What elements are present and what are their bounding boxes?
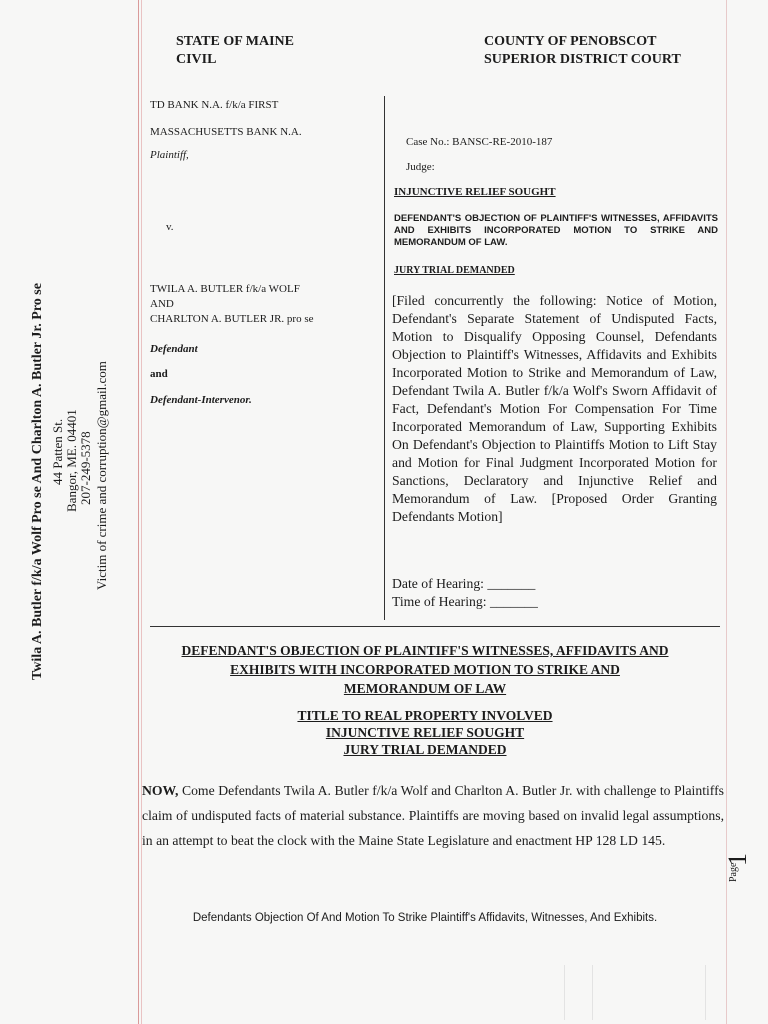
- header-civil: CIVIL: [176, 52, 217, 67]
- page-number: 1: [723, 853, 752, 866]
- defendant-label: Defendant: [150, 343, 198, 355]
- header-state: STATE OF MAINE: [176, 34, 294, 49]
- body-paragraph: [142, 778, 724, 853]
- sidebar-address: 44 Patten St.: [50, 418, 65, 485]
- defendant-line-1: TWILA A. BUTLER f/k/a WOLF: [150, 283, 300, 295]
- plaintiff-label: Plaintiff,: [150, 149, 189, 161]
- main-title: [150, 641, 700, 698]
- plaintiff-line-2: MASSACHUSETTS BANK N.A.: [150, 126, 302, 138]
- jury-demand-caption: JURY TRIAL DEMANDED: [394, 265, 515, 276]
- injunctive-relief-heading: INJUNCTIVE RELIEF SOUGHT: [394, 186, 556, 198]
- body-now: NOW,: [142, 783, 179, 798]
- caption-divider: [384, 96, 385, 620]
- scan-artifact-2: [592, 965, 593, 1020]
- sidebar-phone: 207-249-5378: [78, 431, 93, 505]
- defendant-line-2: AND: [150, 298, 174, 310]
- margin-line-right: [726, 0, 727, 1024]
- and-label: and: [150, 368, 168, 380]
- subtitle-jury: JURY TRIAL DEMANDED: [343, 742, 507, 757]
- scan-artifact-3: [705, 965, 706, 1020]
- margin-line-left: [138, 0, 139, 1024]
- body-text: Come Defendants Twila A. Butler f/k/a Wolf and Charlton A. Butler Jr. with challenge to Plaintiffs claim of undisputed facts of material substance. Plaintiffs are moving based on invalid legal assumptions, in an attempt to beat the clock with the Maine State Legislature and enactment HP 128 LD 145.: [142, 783, 724, 848]
- versus: v.: [166, 221, 174, 233]
- main-title-line-1: DEFENDANT'S OBJECTION OF PLAINTIFF'S WITNESSES, AFFIDAVITS AND: [181, 643, 669, 658]
- date-of-hearing: Date of Hearing: _______: [392, 576, 536, 591]
- objection-caption-title: DEFENDANT'S OBJECTION OF PLAINTIFF'S WITNESSES, AFFIDAVITS AND EXHIBITS INCORPORATED MOTION TO STRIKE AND MEMORANDUM OF LAW.: [394, 213, 718, 248]
- filed-concurrently-text: [Filed concurrently the following: Notice of Motion, Defendant's Separate Statement of Undisputed Facts, Motion to Disqualify Opposing Counsel, Defendants Objection to Plaintiff's Witnesses, Affidavits and Exhibits Incorporated Motion to Strike and Memorandum of Law, Defendant Twila A. Butler f/k/a Wolf's Sworn Affidavit of Fact, Defendant's Motion For Compensation For Time Incorporated Memorandum of Law, Supporting Exhibits On Defendant's Objection to Plaintiffs Motion to Lift Stay and Motion for Final Judgment Incorporated Motion for Sanctions, Declaratory and Injunctive Relief and Memorandum of Law. [Proposed Order Granting Defendants Motion]: [392, 293, 717, 524]
- intervenor-label: Defendant-Intervenor.: [150, 394, 252, 406]
- sidebar-city: Bangor, ME. 04401: [64, 409, 79, 512]
- defendant-line-3: CHARLTON A. BUTLER JR. pro se: [150, 313, 314, 325]
- case-number: Case No.: BANSC-RE-2010-187: [406, 136, 553, 148]
- header-county: COUNTY OF PENOBSCOT: [484, 34, 657, 49]
- main-title-line-3: MEMORANDUM OF LAW: [343, 681, 507, 696]
- scan-artifact-1: [564, 965, 565, 1020]
- sidebar-email: Victim of crime and corruption@gmail.com: [94, 361, 109, 590]
- plaintiff-line-1: TD BANK N.A. f/k/a FIRST: [150, 99, 279, 111]
- sidebar-name: Twila A. Butler f/k/a Wolf Pro se And Charlton A. Butler Jr. Pro se: [30, 283, 45, 680]
- subtitle-property: TITLE TO REAL PROPERTY INVOLVED: [297, 708, 553, 723]
- judge-label: Judge:: [406, 161, 435, 173]
- time-of-hearing: Time of Hearing: _______: [392, 594, 538, 609]
- main-title-line-2: EXHIBITS WITH INCORPORATED MOTION TO STRIKE AND: [230, 662, 620, 677]
- header-court: SUPERIOR DISTRICT COURT: [484, 52, 681, 67]
- margin-line-left-inner: [141, 0, 142, 1024]
- sidebar-contact: [0, 0, 130, 1024]
- page-label: Page: [728, 862, 739, 882]
- caption-rule: [150, 626, 720, 627]
- footer-text: Defendants Objection Of And Motion To Strike Plaintiff's Affidavits, Witnesses, And Exhibits.: [192, 912, 658, 924]
- subtitle-block: [150, 707, 700, 758]
- subtitle-injunctive: INJUNCTIVE RELIEF SOUGHT: [325, 725, 525, 740]
